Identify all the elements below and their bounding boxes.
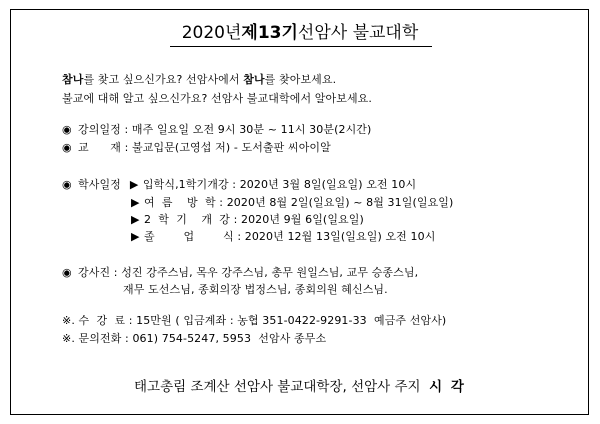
academic-item-3: ▶ 2 학 기 개 강 : 2020년 9월 6일(일요일) <box>131 213 364 226</box>
arrow-icon: ▶ <box>131 213 140 226</box>
lecturers-line-1: ◉ 강사진 : 성진 강주스님, 목우 강주스님, 총무 원일스님, 교무 승종스님, <box>62 266 419 279</box>
title-name: 선암사 불교대학 <box>297 23 419 43</box>
title-year: 2020년 <box>181 23 242 43</box>
contact: ※. 문의전화 : 061) 754-5247, 5953 선암사 종무소 <box>62 332 327 345</box>
document-frame <box>10 9 589 415</box>
textbook: ◉ 교 재 : 불교입문(고영섭 저) - 도서출판 씨아이알 <box>62 141 331 154</box>
signature: 시 각 <box>429 379 466 395</box>
arrow-icon: ▶ <box>129 178 139 191</box>
lecture-schedule: ◉ 강의일정 : 매주 일요일 오전 9시 30분 ~ 11시 30분(2시간) <box>62 123 372 136</box>
bullet-icon: ◉ <box>62 178 72 191</box>
bullet-icon: ◉ <box>62 266 72 279</box>
bullet-icon: ◉ <box>62 123 72 136</box>
intro-line-2: 불교에 대해 알고 싶으신가요? 선암사 불교대학에서 알아보세요. <box>62 92 372 105</box>
academic-item-4: ▶ 졸 업 식 : 2020년 12월 13일(일요일) 오전 10시 <box>131 230 436 243</box>
lecturers-line-2: 재무 도선스님, 종회의장 법정스님, 종회의원 혜신스님. <box>123 283 388 296</box>
academic-item-2: ▶ 여 름 방 학 : 2020년 8월 2일(일요일) ~ 8월 31일(일요일) <box>131 196 454 209</box>
title-term: 제13기 <box>241 23 298 43</box>
signature-line: 태고총림 조계산 선암사 불교대학장, 선암사 주지 시 각 <box>134 379 466 395</box>
arrow-icon: ▶ <box>131 196 140 209</box>
title-underline <box>170 46 432 47</box>
intro-line-1: 참나를 찾고 싶으신가요? 선암사에서 참나를 찾아보세요. <box>62 73 337 86</box>
bullet-icon: ◉ <box>62 141 72 154</box>
tuition: ※. 수 강 료 : 15만원 ( 입금계좌 : 농협 351-0422-9291-33 예금주 선암사) <box>62 314 447 327</box>
arrow-icon: ▶ <box>131 230 140 243</box>
page-title <box>0 22 600 44</box>
academic-item-1: ◉ 학사일정 ▶ 입학식,1학기개강 : 2020년 3월 8일(일요일) 오전 10시 <box>62 178 417 191</box>
